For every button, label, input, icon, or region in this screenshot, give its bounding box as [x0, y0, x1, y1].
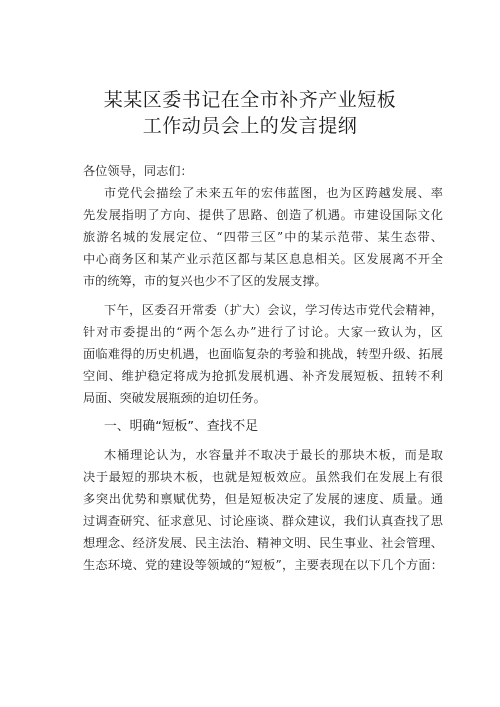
salutation: 各位领导，同志们：	[83, 164, 193, 178]
paragraph-1-line-5: 市的统筹，市的复兴也少不了区的发展支撑。	[83, 274, 327, 288]
paragraph-1-line-1: 市党代会描绘了未来五年的宏伟蓝图，也为区跨越发展、率	[104, 186, 443, 200]
section-heading: 一、明确“短板”、查找不足	[104, 419, 259, 434]
section-paragraph-line-5: 想理念、经济发展、民主法治、精神文明、民生事业、社会管理、	[83, 536, 443, 550]
paragraph-2-line-3: 面临难得的历史机遇，也面临复杂的考验和挑战，转型升级、拓展	[83, 347, 443, 361]
paragraph-1-line-2: 先发展指明了方向、提供了思路、创造了机遇。市建设国际文化	[83, 208, 443, 222]
section-paragraph-line-6: 生态环境、党的建设等领域的“短板”，主要表现在以下几个方面：	[83, 558, 443, 572]
paragraph-1-line-4: 中心商务区和某产业示范区都与某区息息相关。区发展离不开全	[83, 252, 443, 266]
paragraph-2-line-2: 针对市委提出的“两个怎么办”进行了讨论。大家一致认为，区	[83, 325, 443, 339]
section-paragraph-line-4: 过调查研究、征求意见、讨论座谈、群众建议，我们认真查找了思	[83, 514, 443, 528]
paragraph-2-line-4: 空间、维护稳定将成为抢抓发展机遇、补齐发展短板、扭转不利	[83, 369, 443, 383]
section-paragraph-line-1: 木桶理论认为，水容量并不取决于最长的那块木板，而是取	[104, 448, 443, 462]
paragraph-2-line-5: 局面、突破发展瓶颈的迫切任务。	[83, 391, 266, 405]
document-title-line-1: 某某区委书记在全市补齐产业短板	[103, 89, 397, 111]
document-title-line-2: 工作动员会上的发言提纲	[142, 115, 358, 137]
paragraph-1-line-3: 旅游名城的发展定位、“四带三区”中的某示范带、某生态带、	[83, 230, 443, 244]
section-paragraph-line-3: 多突出优势和禀赋优势，但是短板决定了发展的速度、质量。通	[83, 492, 443, 506]
section-paragraph-line-2: 决于最短的那块木板，也就是短板效应。虽然我们在发展上有很	[83, 470, 443, 484]
paragraph-2-line-1: 下午，区委召开常委（扩大）会议，学习传达市党代会精神，	[104, 303, 443, 317]
